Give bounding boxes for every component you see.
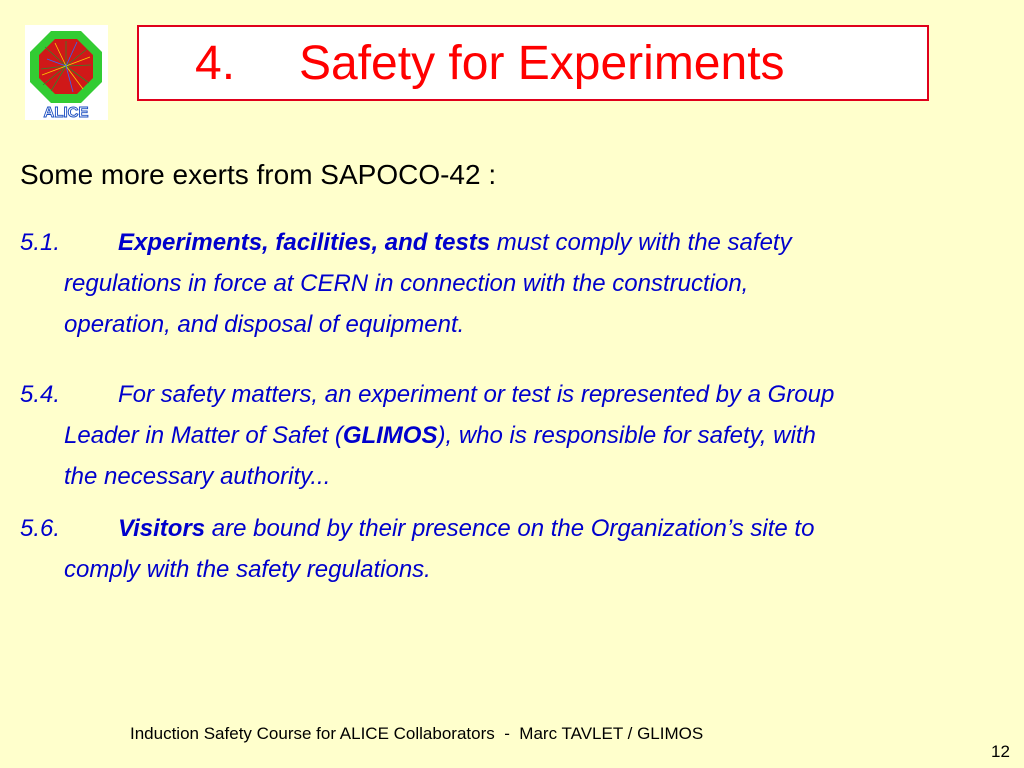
bold-lead: Visitors <box>118 515 206 542</box>
paragraph-line: the necessary authority... <box>64 463 331 490</box>
paragraph-5-4 <box>20 374 1000 497</box>
intro-text: Some more exerts from SAPOCO-42 : <box>20 159 497 190</box>
paragraph-line <box>20 222 1000 263</box>
paragraph-text: ), who is responsible for safety, with <box>437 422 816 449</box>
bold-lead: Experiments, facilities, and tests <box>118 229 491 256</box>
paragraph-line <box>20 374 1000 415</box>
paragraph-number: 5.1. <box>20 229 61 256</box>
paragraph-number: 5.4. <box>20 381 61 408</box>
alice-logo <box>25 25 108 120</box>
slide-title: Safety for Experiments <box>299 37 785 90</box>
title-number: 4. <box>195 37 236 90</box>
logo-text: ALICE <box>43 104 89 120</box>
paragraph-line: comply with the safety regulations. <box>64 556 431 583</box>
paragraph-line <box>20 508 1000 549</box>
paragraph-5-1 <box>20 222 1000 345</box>
paragraph-text: must comply with the safety <box>490 229 792 256</box>
paragraph-5-6 <box>20 508 1000 590</box>
paragraph-text: For safety matters, an experiment or test is represented by a Group <box>118 381 835 408</box>
slide-title-box <box>137 25 929 101</box>
paragraph-line: regulations in force at CERN in connection with the construction, <box>64 270 749 297</box>
paragraph-text: Leader in Matter of Safet ( <box>64 422 343 449</box>
alice-logo-icon <box>25 25 108 120</box>
paragraph-line: operation, and disposal of equipment. <box>64 311 465 338</box>
slide-footer: Induction Safety Course for ALICE Collaborators - Marc TAVLET / GLIMOS <box>130 724 704 743</box>
paragraph-text: are bound by their presence on the Organization’s site to <box>205 515 815 542</box>
paragraph-line <box>20 415 1000 456</box>
bold-term-glimos: GLIMOS <box>342 422 438 449</box>
page-number: 12 <box>991 742 1010 761</box>
paragraph-number: 5.6. <box>20 515 61 542</box>
